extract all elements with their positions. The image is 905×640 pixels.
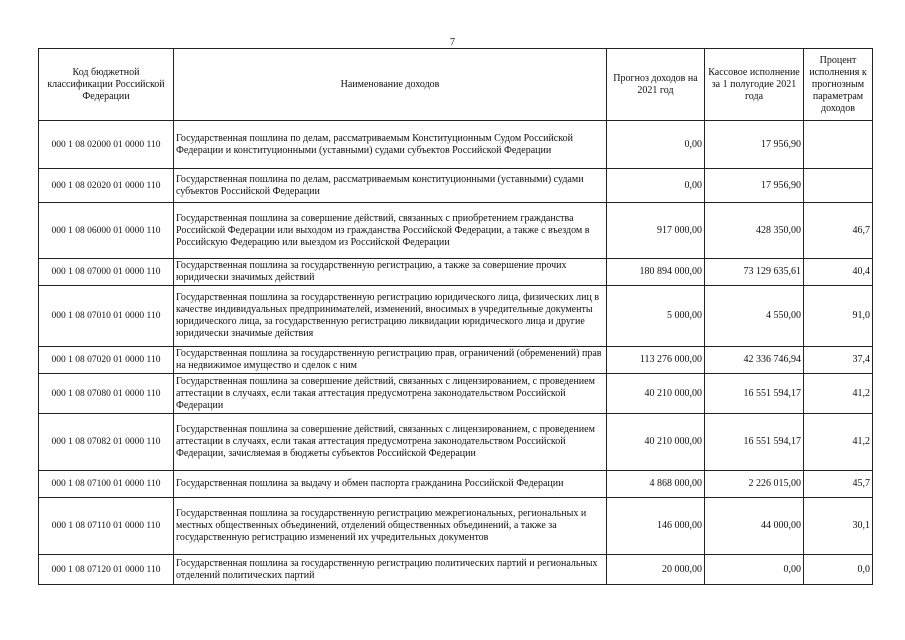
cell-actual: 73 129 635,61 [705,259,804,286]
cell-forecast: 20 000,00 [607,555,705,585]
cell-percent: 30,1 [804,498,873,555]
cell-forecast: 0,00 [607,169,705,203]
cell-name: Государственная пошлина за государственную регистрацию межрегиональных, региональных и местных общественных объединений, отделений общественных объединений, а также за государственную регистрацию изменений их учредительных документов [174,498,607,555]
table-row [39,169,873,203]
cell-forecast: 5 000,00 [607,286,705,347]
header-forecast: Прогноз доходов на 2021 год [607,49,705,121]
cell-actual: 0,00 [705,555,804,585]
cell-percent: 41,2 [804,374,873,414]
table-row [39,203,873,259]
header-name: Наименование доходов [174,49,607,121]
cell-name: Государственная пошлина за совершение действий, связанных с лицензированием, с проведением аттестации в случаях, если такая аттестация предусмотрена законодательством Российской Федерации [174,374,607,414]
cell-name: Государственная пошлина за государственную регистрацию юридического лица, физических лиц в качестве индивидуальных предпринимателей, изменений, вносимых в учредительные документы юридического лица, за государственную регистрацию ликвидации юридического лица и другие юридически значимые действия [174,286,607,347]
cell-actual: 2 226 015,00 [705,471,804,498]
cell-name: Государственная пошлина за выдачу и обмен паспорта гражданина Российской Федерации [174,471,607,498]
cell-code: 000 1 08 07100 01 0000 110 [39,471,174,498]
cell-code: 000 1 08 07110 01 0000 110 [39,498,174,555]
cell-percent: 45,7 [804,471,873,498]
table-row [39,498,873,555]
revenue-table [38,48,873,585]
cell-forecast: 40 210 000,00 [607,414,705,471]
cell-code: 000 1 08 07080 01 0000 110 [39,374,174,414]
cell-percent: 40,4 [804,259,873,286]
cell-name: Государственная пошлина за совершение действий, связанных с лицензированием, с проведением аттестации в случаях, если такая аттестация предусмотрена законодательством Российской Федерации, зачисляемая в бюджеты субъектов Российской Федерации [174,414,607,471]
cell-actual: 17 956,90 [705,121,804,169]
page-number: 7 [450,37,455,48]
table-row [39,414,873,471]
cell-percent: 37,4 [804,347,873,374]
cell-code: 000 1 08 02020 01 0000 110 [39,169,174,203]
cell-code: 000 1 08 07082 01 0000 110 [39,414,174,471]
cell-forecast: 180 894 000,00 [607,259,705,286]
table-row [39,374,873,414]
cell-percent: 91,0 [804,286,873,347]
cell-actual: 16 551 594,17 [705,414,804,471]
cell-forecast: 4 868 000,00 [607,471,705,498]
cell-forecast: 917 000,00 [607,203,705,259]
cell-actual: 4 550,00 [705,286,804,347]
cell-actual: 16 551 594,17 [705,374,804,414]
cell-percent: 46,7 [804,203,873,259]
cell-code: 000 1 08 06000 01 0000 110 [39,203,174,259]
header-percent: Процент исполнения к прогнозным параметрам доходов [804,49,873,121]
cell-name: Государственная пошлина по делам, рассматриваемым Конституционным Судом Российской Федерации и конституционными (уставными) судами субъектов Российской Федерации [174,121,607,169]
cell-forecast: 0,00 [607,121,705,169]
cell-code: 000 1 08 07010 01 0000 110 [39,286,174,347]
cell-code: 000 1 08 07120 01 0000 110 [39,555,174,585]
table-row [39,286,873,347]
cell-percent: 41,2 [804,414,873,471]
cell-actual: 428 350,00 [705,203,804,259]
cell-name: Государственная пошлина за совершение действий, связанных с приобретением гражданства Российской Федерации или выходом из гражданства Российской Федерации, а также с въездом в Российскую Федерацию или выездом из Российской Федерации [174,203,607,259]
cell-forecast: 146 000,00 [607,498,705,555]
cell-percent: 0,0 [804,555,873,585]
cell-actual: 17 956,90 [705,169,804,203]
table-row [39,347,873,374]
cell-name: Государственная пошлина по делам, рассматриваемым конституционными (уставными) судами субъектов Российской Федерации [174,169,607,203]
table-row [39,259,873,286]
header-code: Код бюджетной классификации Российской Федерации [39,49,174,121]
cell-forecast: 113 276 000,00 [607,347,705,374]
cell-code: 000 1 08 07000 01 0000 110 [39,259,174,286]
cell-forecast: 40 210 000,00 [607,374,705,414]
table-row [39,471,873,498]
table-row [39,555,873,585]
header-actual: Кассовое исполнение за 1 полугодие 2021 года [705,49,804,121]
cell-name: Государственная пошлина за государственную регистрацию, а также за совершение прочих юридически значимых действий [174,259,607,286]
cell-percent [804,121,873,169]
cell-name: Государственная пошлина за государственную регистрацию политических партий и региональных отделений политических партий [174,555,607,585]
cell-code: 000 1 08 02000 01 0000 110 [39,121,174,169]
cell-percent [804,169,873,203]
cell-actual: 42 336 746,94 [705,347,804,374]
table-header-row [39,49,873,121]
table-row [39,121,873,169]
cell-code: 000 1 08 07020 01 0000 110 [39,347,174,374]
cell-name: Государственная пошлина за государственную регистрацию прав, ограничений (обременений) прав на недвижимое имущество и сделок с ним [174,347,607,374]
cell-actual: 44 000,00 [705,498,804,555]
